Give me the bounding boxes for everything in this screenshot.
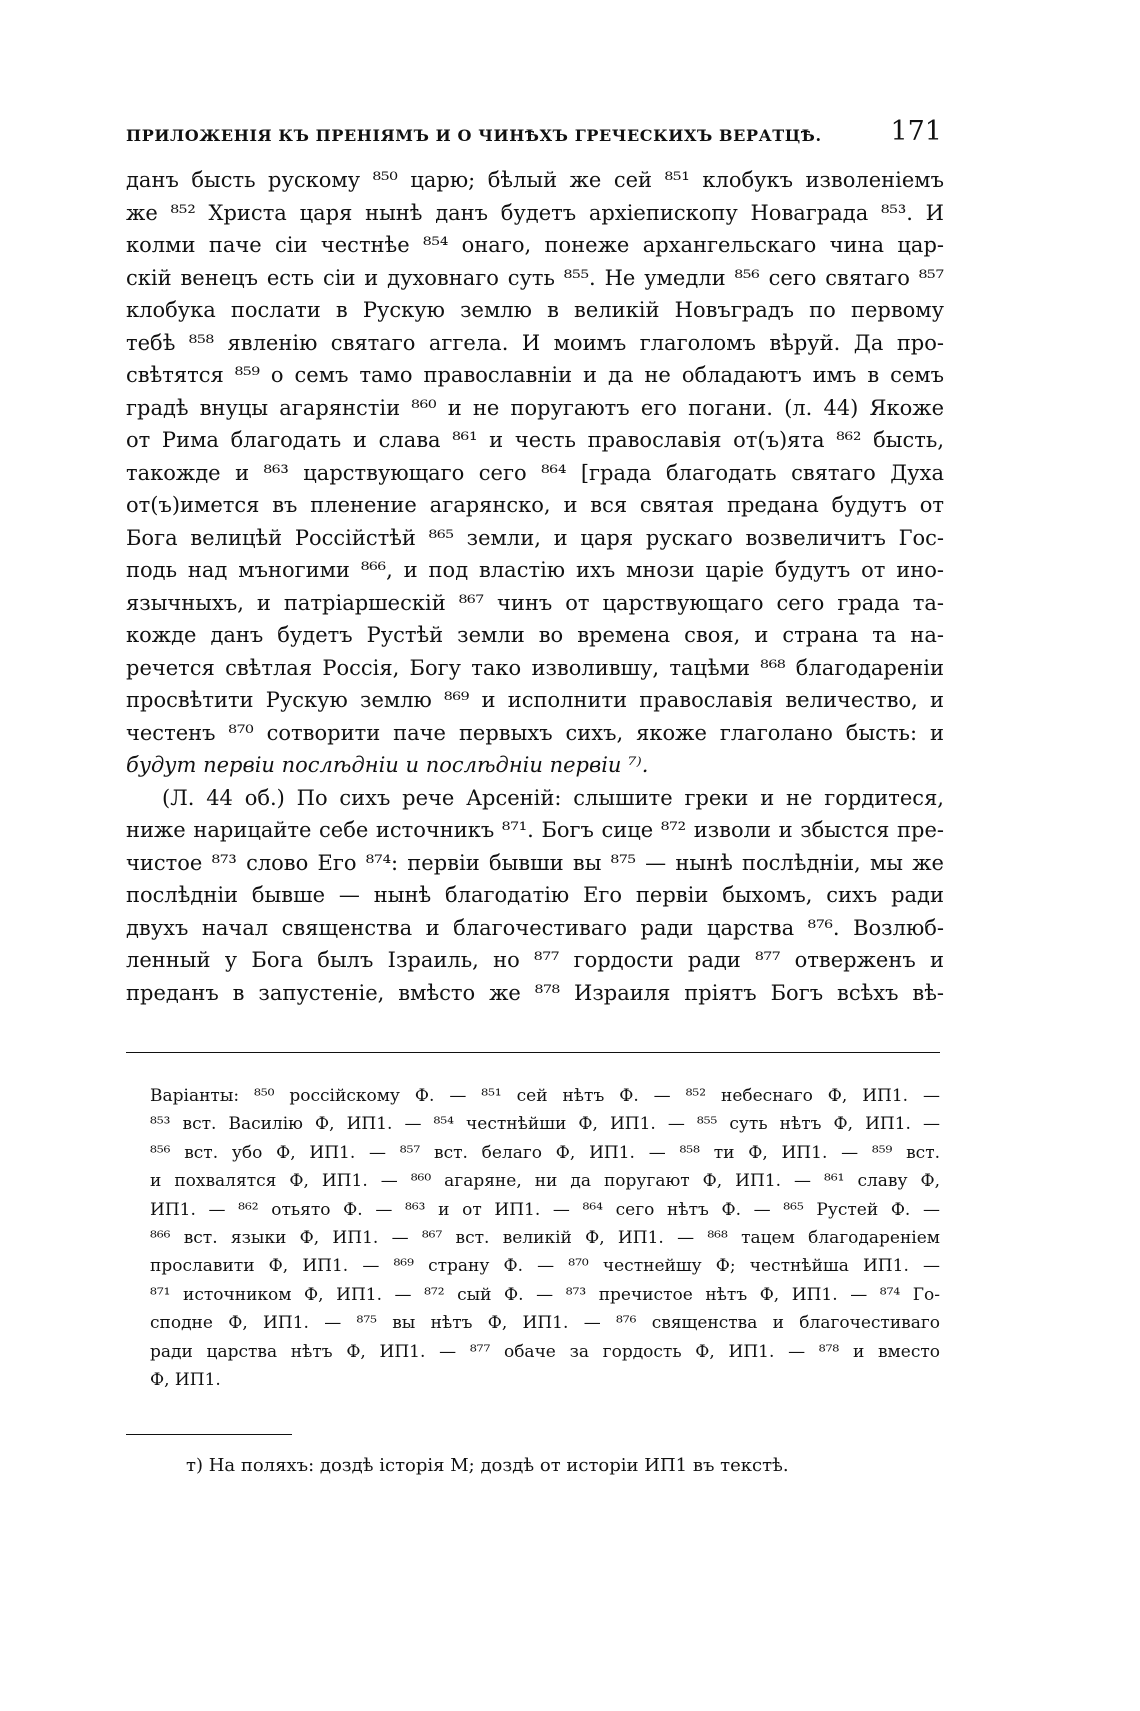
running-header <box>126 116 942 150</box>
text-line: тебѣ ⁸⁵⁸ явленію святаго аггела. И моимъ глаголомъ вѣруй. Да про- <box>126 330 944 355</box>
page-number: 171 <box>890 116 942 147</box>
paragraph-line: послѣдніи бывше — нынѣ благодатію Его первіи быхомъ, сихъ ради <box>126 883 944 907</box>
italic-quote-line: будут первіи послѣдніи и послѣдніи первіи ⁷⁾. <box>126 753 649 777</box>
apparatus-line: ⁸⁷¹ источником Ф, ИП1. — ⁸⁷² сый Ф. — ⁸⁷³ пречистое нѣтъ Ф, ИП1. — ⁸⁷⁴ Го- <box>150 1284 940 1305</box>
text-line: данъ бысть рускому ⁸⁵⁰ царю; бѣлый же сей ⁸⁵¹ клобукъ изволеніемъ <box>126 168 944 192</box>
footnote-separator-rule <box>126 1052 940 1053</box>
apparatus-line: ⁸⁵³ вст. Василію Ф, ИП1. — ⁸⁵⁴ честнѣйши Ф, ИП1. — ⁸⁵⁵ суть нѣтъ Ф, ИП1. — <box>150 1114 940 1135</box>
apparatus-line: сподне Ф, ИП1. — ⁸⁷⁵ вы нѣтъ Ф, ИП1. — ⁸⁷⁶ священства и благочестиваго <box>150 1313 940 1334</box>
apparatus-line: и похвалятся Ф, ИП1. — ⁸⁶⁰ агаряне, ни да поругают Ф, ИП1. — ⁸⁶¹ славу Ф, <box>150 1171 940 1192</box>
paragraph-line: двухъ начал священства и благочестиваго ради царства ⁸⁷⁶. Возлюб- <box>126 915 944 940</box>
apparatus-line: ⁸⁶⁶ вст. языки Ф, ИП1. — ⁸⁶⁷ вст. великій Ф, ИП1. — ⁸⁶⁸ тацем благодареніем <box>150 1228 940 1249</box>
apparatus-line: Варіанты: ⁸⁵⁰ россійскому Ф. — ⁸⁵¹ сей нѣтъ Ф. — ⁸⁵² небеснаго Ф, ИП1. — <box>150 1086 940 1106</box>
paragraph-line: (Л. 44 об.) По сихъ рече Арсеній: слышите греки и не гордитеся, <box>162 785 944 810</box>
text-line: клобука послати в Рускую землю в великій Новъградъ по первому <box>126 298 944 322</box>
paragraph-line: преданъ в запустеніе, вмѣсто же ⁸⁷⁸ Израиля пріятъ Богъ всѣхъ вѣ- <box>126 980 944 1005</box>
text-line: такожде и ⁸⁶³ царствующаго сего ⁸⁶⁴ [града благодать святаго Духа <box>126 460 944 485</box>
text-line: подь над мъногими ⁸⁶⁶, и под властію ихъ мнози царіе будутъ от ино- <box>126 558 944 582</box>
paragraph-line: чистое ⁸⁷³ слово Его ⁸⁷⁴: первіи бывши вы ⁸⁷⁵ — нынѣ послѣдніи, мы же <box>126 850 944 875</box>
footnote: т) На поляхъ: доздѣ історія М; доздѣ от исторіи ИП1 въ текстѣ. <box>186 1455 789 1476</box>
text-line: просвѣтити Рускую землю ⁸⁶⁹ и исполнити православія величество, и <box>126 688 944 712</box>
main-text <box>126 164 944 1009</box>
apparatus-line: Ф, ИП1. <box>150 1370 221 1391</box>
text-line: честенъ ⁸⁷⁰ сотворити паче первыхъ сихъ, якоже глаголано бысть: и <box>126 720 944 745</box>
text-line: от(ъ)имется въ пленение агарянско, и вся святая предана будутъ от <box>126 493 944 517</box>
variant-apparatus <box>150 1082 940 1394</box>
apparatus-line: ИП1. — ⁸⁶² отьято Ф. — ⁸⁶³ и от ИП1. — ⁸⁶⁴ сего нѣтъ Ф. — ⁸⁶⁵ Рустей Ф. — <box>150 1199 940 1220</box>
short-separator-rule <box>126 1434 292 1435</box>
text-line: язычныхъ, и патріаршескій ⁸⁶⁷ чинъ от царствующаго сего града та- <box>126 590 944 615</box>
text-line: от Рима благодать и слава ⁸⁶¹ и честь православія от(ъ)ята ⁸⁶² бысть, <box>126 428 944 452</box>
text-line: же ⁸⁵² Христа царя нынѣ данъ будетъ архіепископу Новаграда ⁸⁵³. И <box>126 200 944 225</box>
apparatus-line: прославити Ф, ИП1. — ⁸⁶⁹ страну Ф. — ⁸⁷⁰ честнейшу Ф; честнѣйша ИП1. — <box>150 1256 940 1277</box>
text-line: колми паче сіи честнѣе ⁸⁵⁴ онаго, понеже архангельскаго чина цар- <box>126 233 944 257</box>
text-line: речется свѣтлая Россія, Богу тако изволившу, тацѣми ⁸⁶⁸ благодареніи <box>126 655 944 680</box>
text-line: скій венецъ есть сіи и духовнаго суть ⁸⁵⁵. Не умедли ⁸⁵⁶ сего святаго ⁸⁵⁷ <box>126 265 944 290</box>
running-header-title: ПРИЛОЖЕНІЯ КЪ ПРЕНІЯМЪ И О ЧИНѢХЪ ГРЕЧЕСКИХЪ ВЕРАТЦѢ. <box>126 126 822 145</box>
text-line: Бога велицѣй Россійстѣй ⁸⁶⁵ земли, и царя рускаго возвеличитъ Гос- <box>126 525 944 550</box>
text-line: кожде данъ будетъ Рустѣй земли во времена своя, и страна та на- <box>126 623 944 647</box>
apparatus-line: ради царства нѣтъ Ф, ИП1. — ⁸⁷⁷ обаче за гордость Ф, ИП1. — ⁸⁷⁸ и вместо <box>150 1341 940 1362</box>
text-line: градѣ внуцы агарянстіи ⁸⁶⁰ и не поругаютъ его погани. (л. 44) Якоже <box>126 395 944 420</box>
paragraph-line: ленный у Бога былъ Ізраиль, но ⁸⁷⁷ гордости ради ⁸⁷⁷ отверженъ и <box>126 948 944 972</box>
text-line: свѣтятся ⁸⁵⁹ о семъ тамо православніи и да не обладаютъ имъ в семъ <box>126 363 944 387</box>
apparatus-line: ⁸⁵⁶ вст. убо Ф, ИП1. — ⁸⁵⁷ вст. белаго Ф, ИП1. — ⁸⁵⁸ ти Ф, ИП1. — ⁸⁵⁹ вст. <box>150 1142 940 1163</box>
paragraph-line: ниже нарицайте себе источникъ ⁸⁷¹. Богъ сице ⁸⁷² изволи и збыстся пре- <box>126 818 944 842</box>
